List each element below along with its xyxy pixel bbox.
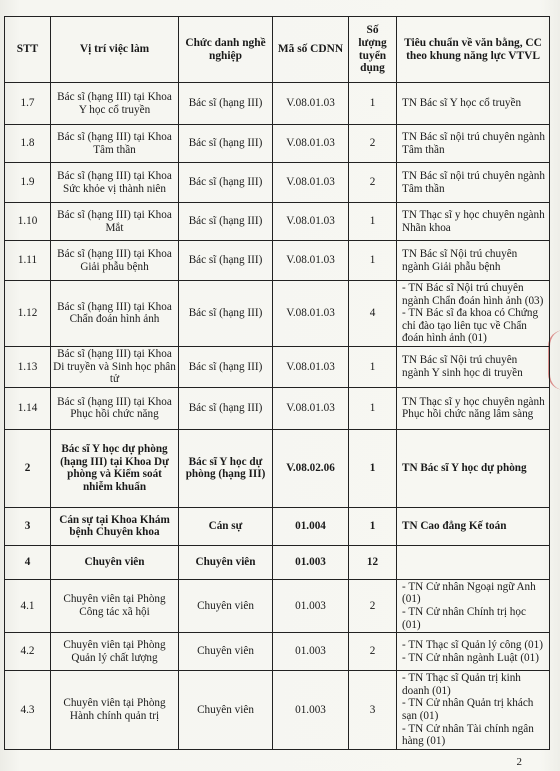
table-row [5,633,550,671]
criteria-line: TN Bác sĩ Y học dự phòng [402,461,527,474]
cell-criteria [397,633,550,671]
criteria-line: - TN Cử nhân ngành Luật (01) [402,651,539,664]
page-number: 2 [516,756,522,768]
cell-quantity: 3 [349,671,397,750]
criteria-line: - TN Cử nhân Quản trị khách sạn (01) [402,697,534,722]
table-row [5,545,550,579]
cell-position: Bác sĩ (hạng III) tại Khoa Di truyền và Sinh học phân tử [51,346,179,387]
table-row [5,241,550,281]
cell-code: 01.003 [273,671,349,750]
criteria-line: TN Bác sĩ nội trú chuyên ngành Tâm thần [402,130,545,156]
cell-quantity: 2 [349,125,397,163]
criteria-line: - TN Bác sĩ Nội trú chuyên ngành Chẩn đoán hình ảnh (03) [402,282,544,307]
cell-criteria [397,429,550,507]
table-row [5,346,550,387]
criteria-line: TN Bác sĩ nội trú chuyên ngành Tâm thần [402,169,545,195]
cell-stt: 1.8 [5,125,51,163]
cell-title: Chuyên viên [179,545,273,579]
cell-title: Bác sĩ (hạng III) [179,163,273,203]
cell-title: Bác sĩ (hạng III) [179,387,273,429]
cell-position: Bác sĩ (hạng III) tại Khoa Tâm thần [51,125,179,163]
cell-stt: 1.10 [5,203,51,241]
cell-title: Bác sĩ (hạng III) [179,281,273,347]
cell-title: Bác sĩ (hạng III) [179,346,273,387]
cell-stt: 1.13 [5,346,51,387]
table-row [5,125,550,163]
cell-quantity: 1 [349,346,397,387]
table-row [5,163,550,203]
recruitment-table [4,16,550,750]
table-row [5,429,550,507]
criteria-line: - TN Cử nhân Tài chính ngân hàng (01) [402,722,534,748]
cell-position: Bác sĩ (hạng III) tại Khoa Chẩn đoán hình ảnh [51,281,179,347]
cell-position: Bác sĩ (hạng III) tại Khoa Phục hồi chức năng [51,387,179,429]
cell-stt: 4.3 [5,671,51,750]
cell-quantity: 2 [349,633,397,671]
table-row [5,281,550,347]
cell-criteria [397,507,550,545]
table-row [5,579,550,632]
cell-criteria [397,241,550,281]
cell-stt: 4.2 [5,633,51,671]
cell-position: Bác sĩ (hạng III) tại Khoa Giải phẫu bệnh [51,241,179,281]
cell-quantity: 1 [349,83,397,125]
header-code: Mã số CDNN [273,17,349,83]
cell-stt: 4.1 [5,579,51,632]
table-row [5,83,550,125]
cell-criteria [397,125,550,163]
cell-quantity: 2 [349,163,397,203]
cell-position: Bác sĩ (hạng III) tại Khoa Y học cổ truyền [51,83,179,125]
cell-quantity: 4 [349,281,397,347]
cell-title: Cán sự [179,507,273,545]
cell-title: Bác sĩ (hạng III) [179,203,273,241]
cell-code: V.08.01.03 [273,346,349,387]
cell-title: Bác sĩ Y học dự phòng (hạng III) [179,429,273,507]
cell-position: Bác sĩ (hạng III) tại Khoa Mắt [51,203,179,241]
table-row [5,671,550,750]
cell-stt: 3 [5,507,51,545]
cell-title: Chuyên viên [179,579,273,632]
cell-stt: 1.14 [5,387,51,429]
cell-position: Chuyên viên tại Phòng Công tác xã hội [51,579,179,632]
criteria-line: TN Bác sĩ Nội trú chuyên ngành Y sinh học di truyền [402,354,523,379]
header-criteria: Tiêu chuẩn về văn bằng, CC theo khung năng lực VTVL [397,17,550,83]
cell-criteria [397,163,550,203]
table-body [5,83,550,750]
cell-position: Chuyên viên tại Phòng Quản lý chất lượng [51,633,179,671]
cell-criteria [397,545,550,579]
cell-criteria [397,203,550,241]
criteria-line: - TN Cử nhân Ngoại ngữ Anh (01) [402,580,536,606]
cell-title: Chuyên viên [179,633,273,671]
cell-criteria [397,281,550,347]
cell-position: Chuyên viên [51,545,179,579]
cell-quantity: 1 [349,203,397,241]
cell-stt: 1.11 [5,241,51,281]
cell-code: 01.003 [273,633,349,671]
cell-stt: 1.12 [5,281,51,347]
criteria-line: TN Bác sĩ Nội trú chuyên ngành Giải phẫu bệnh [402,247,518,273]
table-row [5,507,550,545]
cell-code: V.08.01.03 [273,125,349,163]
cell-code: V.08.02.06 [273,429,349,507]
criteria-line: TN Thạc sĩ y học chuyên ngành Nhãn khoa [402,208,545,234]
cell-position: Bác sĩ (hạng III) tại Khoa Sức khỏe vị thành niên [51,163,179,203]
cell-quantity: 1 [349,241,397,281]
cell-title: Bác sĩ (hạng III) [179,125,273,163]
criteria-line: - TN Cử nhân Chính trị học (01) [402,605,526,631]
cell-code: V.08.01.03 [273,83,349,125]
cell-stt: 2 [5,429,51,507]
header-quantity: Số lượng tuyển dụng [349,17,397,83]
cell-position: Cán sự tại Khoa Khám bệnh Chuyên khoa [51,507,179,545]
cell-position: Chuyên viên tại Phòng Hành chính quản trị [51,671,179,750]
cell-code: V.08.01.03 [273,163,349,203]
cell-stt: 1.7 [5,83,51,125]
cell-code: V.08.01.03 [273,387,349,429]
cell-code: 01.003 [273,579,349,632]
table-row [5,203,550,241]
header-stt: STT [5,17,51,83]
cell-position: Bác sĩ Y học dự phòng (hạng III) tại Khoa Dự phòng và Kiểm soát nhiễm khuẩn [51,429,179,507]
cell-code: V.08.01.03 [273,241,349,281]
cell-criteria [397,387,550,429]
table-header-row [5,17,550,83]
cell-stt: 1.9 [5,163,51,203]
cell-quantity: 1 [349,387,397,429]
cell-code: 01.003 [273,545,349,579]
cell-quantity: 12 [349,545,397,579]
cell-criteria [397,671,550,750]
header-position: Vị trí việc làm [51,17,179,83]
criteria-line: TN Cao đẳng Kế toán [402,519,507,532]
cell-quantity: 1 [349,429,397,507]
criteria-line: - TN Bác sĩ đa khoa có Chứng chỉ đào tạo liên tục về Chẩn đoán hình ảnh (01) [402,307,539,345]
cell-title: Bác sĩ (hạng III) [179,241,273,281]
cell-code: V.08.01.03 [273,281,349,347]
cell-criteria [397,346,550,387]
cell-quantity: 1 [349,507,397,545]
criteria-line: - TN Thạc sĩ Quản trị kinh doanh (01) [402,672,521,697]
cell-quantity: 2 [349,579,397,632]
criteria-line: TN Bác sĩ Y học cổ truyền [402,97,522,110]
cell-code: V.08.01.03 [273,203,349,241]
cell-title: Chuyên viên [179,671,273,750]
cell-criteria [397,83,550,125]
table-row [5,387,550,429]
cell-criteria [397,579,550,632]
criteria-line: - TN Thạc sĩ Quản lý công (01) [402,639,543,652]
criteria-line: TN Thạc sĩ y học chuyên ngành Phục hồi chức năng lâm sàng [402,395,545,421]
cell-code: 01.004 [273,507,349,545]
cell-stt: 4 [5,545,51,579]
header-title: Chức danh nghề nghiệp [179,17,273,83]
cell-title: Bác sĩ (hạng III) [179,83,273,125]
